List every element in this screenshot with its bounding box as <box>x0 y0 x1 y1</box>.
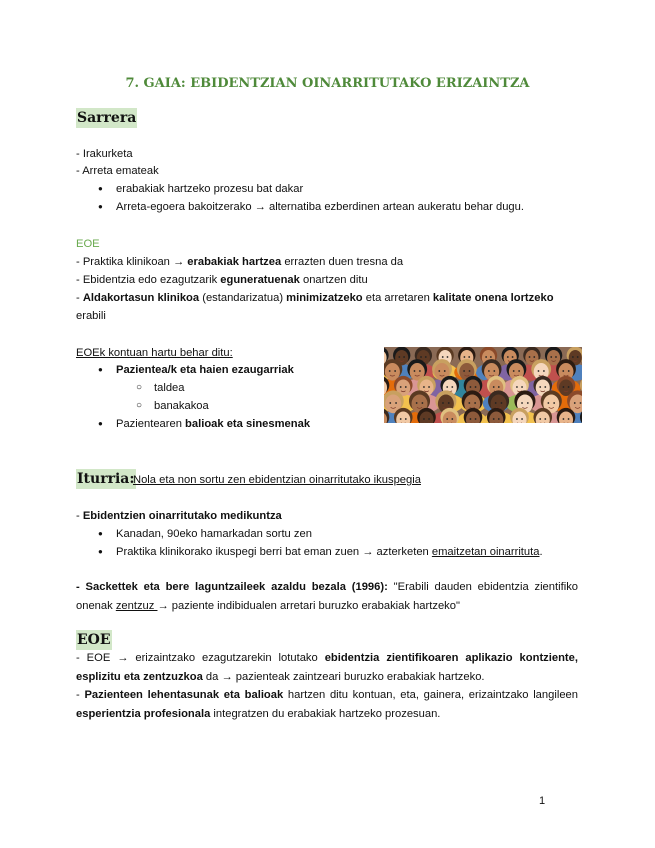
bullet-item: ● Kanadan, 90eko hamarkadan sortu zen <box>116 526 312 542</box>
bold-span: eguneratuenak <box>220 274 300 286</box>
bold-span: - Sackettek eta bere laguntzaileek azaldu bezala (1996) <box>76 581 385 593</box>
underlined-text: emaitzetan oinarrituta <box>431 546 540 558</box>
bold-span: Pazienteen lehentasunak eta balioak <box>84 689 284 701</box>
bold-span: minimizatzeko <box>286 292 363 304</box>
bullet-item <box>116 362 294 378</box>
paragraph-eoe-values <box>76 686 578 724</box>
text-span: errazten duen tresna da <box>281 256 404 268</box>
text-span: - EOE → erizaintzako ezagutzarekin lotutako <box>76 652 325 664</box>
bold-span: kalitate onena <box>432 292 508 304</box>
text-span: hartzen ditu kontuan, eta, gainera, erizaintzako langileen <box>283 689 578 701</box>
section-heading-iturria: Iturria: <box>77 471 135 487</box>
text-span: - <box>76 510 83 522</box>
paragraph-sackett <box>76 578 578 616</box>
text-span: da → pazienteak zaintzeari buruzko erabakiak hartzeko. <box>202 671 485 683</box>
crowd-of-faces-illustration <box>384 347 582 423</box>
subsection-label-eoe: EOE <box>76 238 100 250</box>
section-heading-sarrera: Sarrera <box>77 110 137 126</box>
text-span: integratzen du erabakiak hartzeko prozesuan. <box>210 708 441 720</box>
sub-bullet-item: ○ taldea <box>154 380 184 396</box>
bold-span: balioak eta sinesmenak <box>185 418 311 430</box>
section-subtitle <box>133 472 421 488</box>
text-line: erabili <box>76 310 106 322</box>
list-title <box>76 345 233 361</box>
text-span: "Erabili dauden ebidentzia zientifiko onenak <box>76 581 579 612</box>
document-title: 7. GAIA: EBIDENTZIAN OINARRITUTAKO ERIZAINTZA <box>125 76 530 91</box>
underlined-text: Nola eta non sortu zen ebidentzian oinarritutako ikuspegia <box>133 474 421 486</box>
bold-span: lortzeko <box>507 292 554 304</box>
bullet-item <box>116 544 543 560</box>
text-span: - <box>76 292 83 304</box>
text-span: - Praktika klinikoan → <box>76 256 188 268</box>
text-span: . <box>539 546 543 558</box>
sub-bullet-item: ○ banakakoa <box>154 398 209 414</box>
text-span: eta arretaren <box>362 292 433 304</box>
crowd-svg <box>384 347 582 423</box>
bullet-item: ● Arreta-egoera bakoitzerako → alternatiba ezberdinen artean aukeratu behar dugu. <box>116 199 524 215</box>
text-span: Pazientearen <box>116 418 186 430</box>
text-span: Praktika klinikorako ikuspegi berri bat eman zuen → azterketen <box>116 546 432 558</box>
bold-span: erabakiak hartzea <box>187 256 282 268</box>
bold-span: : <box>384 581 388 593</box>
underlined-text: zentzuz <box>115 600 158 612</box>
text-line <box>76 290 578 306</box>
bold-span: ebidentzia zientifikoaren aplikazio kontziente, esplizitu eta zentzuzkoa <box>76 652 578 683</box>
bullet-item <box>116 416 310 432</box>
text-line <box>76 272 368 288</box>
justified-line <box>76 290 554 306</box>
page-number: 1 <box>539 795 546 807</box>
bold-span: esperientzia profesionala <box>76 708 211 720</box>
text-span: (estandarizatua) <box>199 292 287 304</box>
text-line: - Arreta emateak <box>76 165 159 177</box>
bold-span: Aldakortasun klinikoa <box>82 292 200 304</box>
text-span: onartzen ditu <box>299 274 368 286</box>
bold-span: Pazientea/k eta haien ezaugarriak <box>116 364 294 376</box>
bold-span: Ebidentzien oinarritutako medikuntza <box>82 510 282 522</box>
section-heading-eoe: EOE <box>77 632 111 648</box>
text-line <box>76 508 282 524</box>
text-span: - Ebidentzia edo ezagutzarik <box>76 274 221 286</box>
text-line <box>76 254 403 270</box>
underlined-text: EOEk kontuan hartu behar ditu: <box>76 347 233 359</box>
bullet-item: ● erabakiak hartzeko prozesu bat dakar <box>116 181 303 197</box>
text-span: - <box>76 689 85 701</box>
text-line: - Irakurketa <box>76 148 133 160</box>
text-span: → paziente indibidualen arretari buruzko erabakiak hartzeko" <box>157 600 460 612</box>
paragraph-eoe-definition <box>76 649 578 687</box>
